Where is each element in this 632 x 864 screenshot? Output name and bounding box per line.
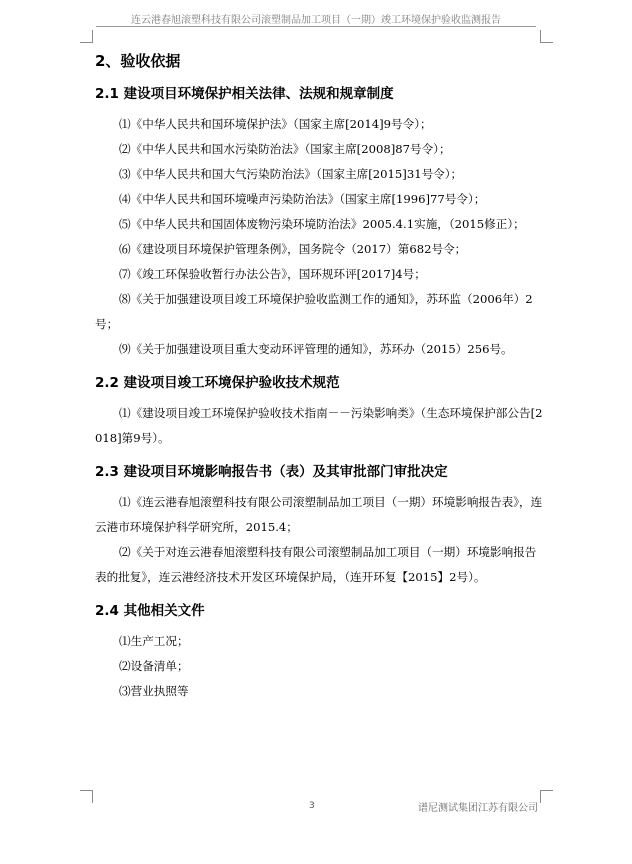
list-item: ⑺《竣工环保验收暂行办法公告》，国环规环评[2017]4号； [119,267,426,281]
crop-mark-top-left [80,30,93,43]
section-title: 2、验收依据 [95,52,181,70]
list-item: ⑻《关于加强建设项目竣工环境保护验收监测工作的通知》，苏环监（2006年）2号； [95,292,533,331]
list-item: ⑹《建设项目环境保护管理条例》，国务院令（2017）第682号令； [119,242,467,256]
list-2-4 [95,629,545,704]
list-2-3 [95,490,545,590]
list-item: ⑵《中华人民共和国水污染防治法》（国家主席[2008]87号令）； [119,142,451,156]
subsection-title-2-2: 2.2 建设项目竣工环境保护验收技术规范 [95,375,340,391]
list-item: ⑵设备清单； [119,659,189,673]
list-item: ⑷《中华人民共和国环境噪声污染防治法》（国家主席[1996]77号令）； [119,192,486,206]
running-header: 连云港春旭滚塑科技有限公司滚塑制品加工项目（一期）竣工环境保护验收监测报告 [131,15,501,26]
crop-mark-bottom-right [540,790,553,803]
footer-company: 谱尼测试集团江苏有限公司 [418,803,538,814]
document-body [95,48,545,704]
list-item: ⑵《关于对连云港春旭滚塑科技有限公司滚塑制品加工项目（一期）环境影响报告表的批复》，连云港经济技术开发区环境保护局，（连开环复【2015】2号）。 [95,545,537,584]
list-item: ⑴《中华人民共和国环境保护法》（国家主席[2014]9号令）； [119,117,432,131]
list-item: ⑶《中华人民共和国大气污染防治法》（国家主席[2015]31号令）； [119,167,463,181]
list-item: ⑴生产工况； [119,634,189,648]
subsection-title-2-3: 2.3 建设项目环境影响报告书（表）及其审批部门审批决定 [95,464,448,480]
list-item: ⑴《建设项目竣工环境保护验收技术指南－－污染影响类》（生态环境保护部公告[2018]第9号）。 [95,406,543,445]
list-item: ⑴《连云港春旭滚塑科技有限公司滚塑制品加工项目（一期）环境影响报告表》，连云港市环境保护科学研究所，2015.4； [95,495,543,534]
subsection-title-2-4: 2.4 其他相关文件 [95,603,205,619]
crop-mark-top-right [540,30,553,43]
crop-mark-bottom-left [80,790,93,803]
page-number: 3 [309,801,315,811]
header-rule [96,26,536,27]
list-item: ⑸《中华人民共和国固体废物污染环境防治法》2005.4.1实施，（2015修正）； [119,217,525,231]
subsection-title-2-1: 2.1 建设项目环境保护相关法律、法规和规章制度 [95,86,394,102]
list-item: ⑶营业执照等 [119,684,189,698]
list-2-2 [95,401,545,451]
list-item: ⑼《关于加强建设项目重大变动环评管理的通知》，苏环办（2015）256号。 [119,342,513,356]
list-2-1 [95,112,545,362]
